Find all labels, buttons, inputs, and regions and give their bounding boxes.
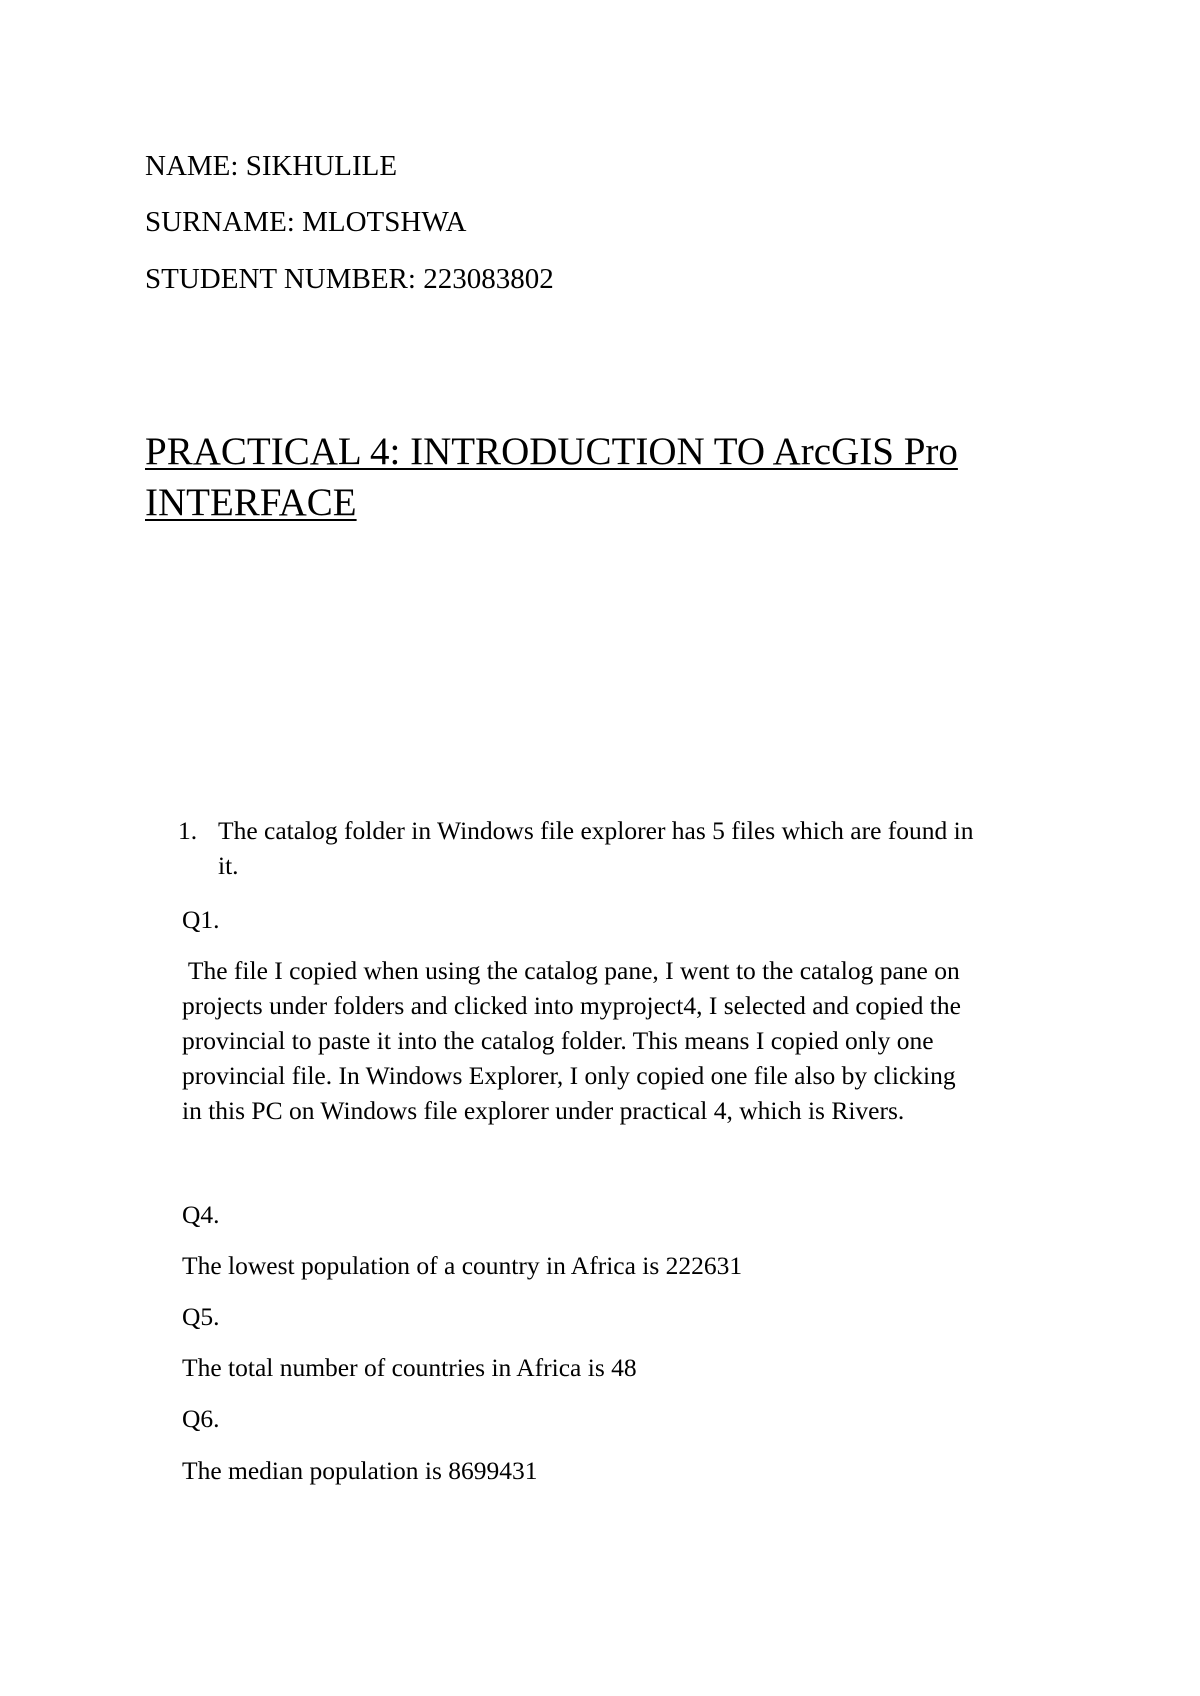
q1-answer-line-4: provincial file. In Windows Explorer, I only copied one file also by clicking (182, 1061, 956, 1090)
list-item-text-line-2: it. (218, 851, 239, 880)
question-label-q1: Q1. (182, 905, 220, 934)
q6-answer: The median population is 8699431 (182, 1456, 538, 1485)
q1-answer-line-3: provincial to paste it into the catalog folder. This means I copied only one (182, 1026, 934, 1055)
name-line: NAME: SIKHULILE (145, 150, 398, 182)
practical-title-line-2: INTERFACE (145, 481, 357, 524)
q1-answer-line-1: The file I copied when using the catalog pane, I went to the catalog pane on (182, 956, 960, 985)
practical-title-line-1: PRACTICAL 4: INTRODUCTION TO ArcGIS Pro (145, 430, 958, 473)
q4-answer: The lowest population of a country in Africa is 222631 (182, 1251, 743, 1280)
list-item-number: 1. (178, 816, 198, 845)
q1-answer-line-2: projects under folders and clicked into myproject4, I selected and copied the (182, 991, 961, 1020)
q5-answer: The total number of countries in Africa is 48 (182, 1353, 637, 1382)
surname-line: SURNAME: MLOTSHWA (145, 206, 467, 238)
q1-answer-line-5: in this PC on Windows file explorer under practical 4, which is Rivers. (182, 1096, 905, 1125)
student-number-line: STUDENT NUMBER: 223083802 (145, 263, 554, 295)
question-label-q4: Q4. (182, 1200, 220, 1229)
question-label-q5: Q5. (182, 1302, 220, 1331)
question-label-q6: Q6. (182, 1404, 220, 1433)
list-item-text-line-1: The catalog folder in Windows file explorer has 5 files which are found in (218, 816, 974, 845)
